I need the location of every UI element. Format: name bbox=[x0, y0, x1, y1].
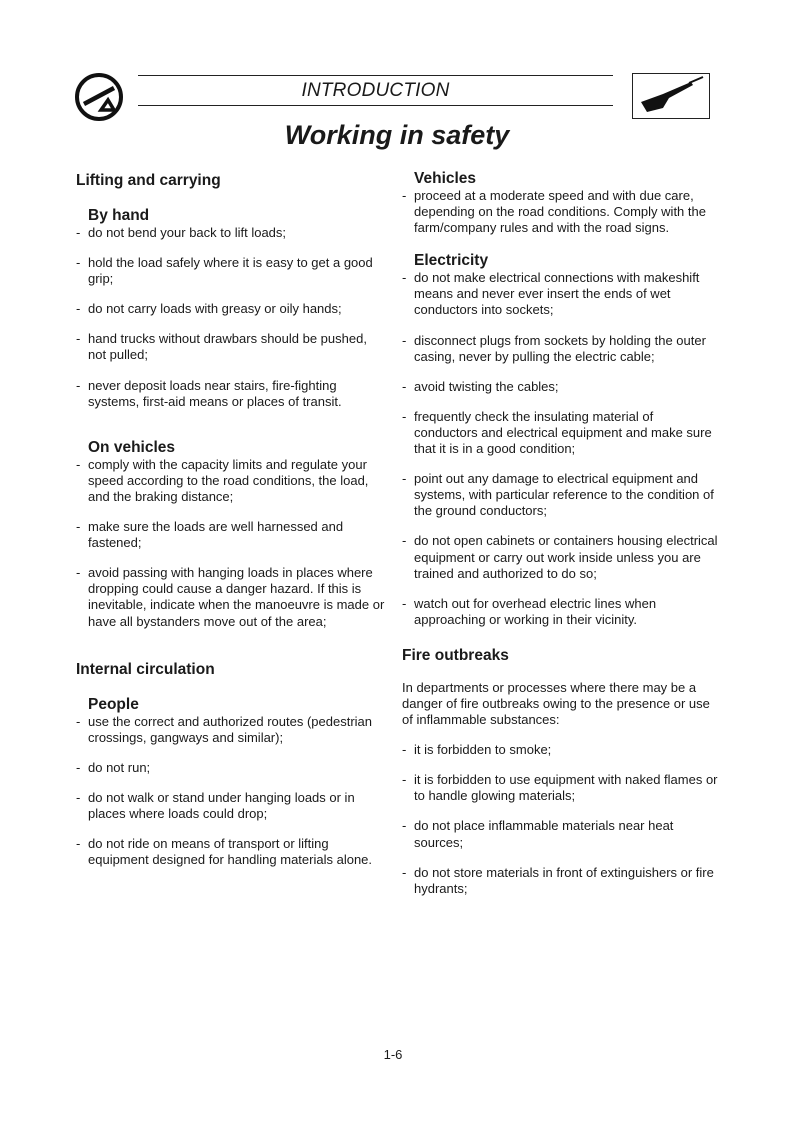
list-item: - do not place inflammable materials near heat sources; bbox=[402, 818, 720, 850]
list-item: - frequently check the insulating material of conductors and electrical equipment and make sure that it is in a good condition; bbox=[402, 409, 720, 457]
page-number: 1-6 bbox=[383, 1047, 403, 1062]
subheading-people: People bbox=[88, 695, 139, 713]
list-item: - do not carry loads with greasy or oily hands; bbox=[76, 301, 388, 317]
list-item: - watch out for overhead electric lines when approaching or working in their vicinity. bbox=[402, 596, 720, 628]
list-item: - proceed at a moderate speed and with due care, depending on the road conditions. Comply with the farm/company rules and with the road signs. bbox=[402, 188, 720, 236]
subheading-electricity: Electricity bbox=[414, 252, 489, 270]
list-item: - avoid twisting the cables; bbox=[402, 379, 720, 395]
list-item: - hand trucks without drawbars should be pushed, not pulled; bbox=[76, 331, 388, 363]
list-item: - do not store materials in front of extinguishers or fire hydrants; bbox=[402, 865, 720, 897]
left-column bbox=[76, 171, 388, 868]
list-item: - use the correct and authorized routes (pedestrian crossings, gangways and similar); bbox=[76, 714, 388, 746]
list-item: - do not run; bbox=[76, 760, 388, 776]
brand-logo bbox=[74, 72, 124, 122]
list-item: - do not ride on means of transport or lifting equipment designed for handling materials alone. bbox=[76, 836, 388, 868]
pointing-hand-icon bbox=[632, 73, 710, 119]
heading-fire-outbreaks: Fire outbreaks bbox=[402, 646, 509, 664]
fire-intro-paragraph: In departments or processes where there may be a danger of fire outbreaks owing to the presence or use of inflammable substances: bbox=[402, 679, 710, 728]
heading-lifting-carrying: Lifting and carrying bbox=[76, 172, 221, 189]
list-item: - do not make electrical connections with makeshift means and never ever insert the ends of wet conductors into sockets; bbox=[402, 270, 720, 318]
list-item: - do not walk or stand under hanging loads or in places where loads could drop; bbox=[76, 790, 388, 822]
list-item: - it is forbidden to smoke; bbox=[402, 742, 720, 758]
list-item: - point out any damage to electrical equipment and systems, with particular reference to the condition of the ground conductors; bbox=[402, 471, 720, 519]
section-heading: INTRODUCTION bbox=[301, 80, 450, 101]
list-item: - it is forbidden to use equipment with naked flames or to handle glowing materials; bbox=[402, 772, 720, 804]
list-item: - do not open cabinets or containers housing electrical equipment or carry out work inside unless you are trained and authorized to do so; bbox=[402, 533, 720, 581]
list-item: - comply with the capacity limits and regulate your speed according to the road conditions, the load, and the braking distance; bbox=[76, 457, 388, 505]
subheading-on-vehicles: On vehicles bbox=[88, 438, 176, 456]
right-column bbox=[402, 169, 720, 897]
heading-internal-circulation: Internal circulation bbox=[76, 660, 215, 678]
header-rule-top bbox=[138, 75, 613, 76]
header-rule-bottom bbox=[138, 105, 613, 106]
subheading-vehicles: Vehicles bbox=[414, 170, 477, 187]
list-item: - never deposit loads near stairs, fire-fighting systems, first-aid means or places of transit. bbox=[76, 378, 388, 410]
list-item: - make sure the loads are well harnessed and fastened; bbox=[76, 519, 388, 551]
list-item: - do not bend your back to lift loads; bbox=[76, 225, 388, 241]
list-item: - avoid passing with hanging loads in places where dropping could cause a danger hazard. If this is inevitable, indicate when the manoeuvre is made or have all bystanders move out of the area; bbox=[76, 565, 388, 629]
page-title: Working in safety bbox=[284, 120, 510, 150]
list-item: - hold the load safely where it is easy to get a good grip; bbox=[76, 255, 388, 287]
subheading-by-hand: By hand bbox=[88, 207, 150, 224]
list-item: - disconnect plugs from sockets by holding the outer casing, never by pulling the electric cable; bbox=[402, 333, 720, 365]
